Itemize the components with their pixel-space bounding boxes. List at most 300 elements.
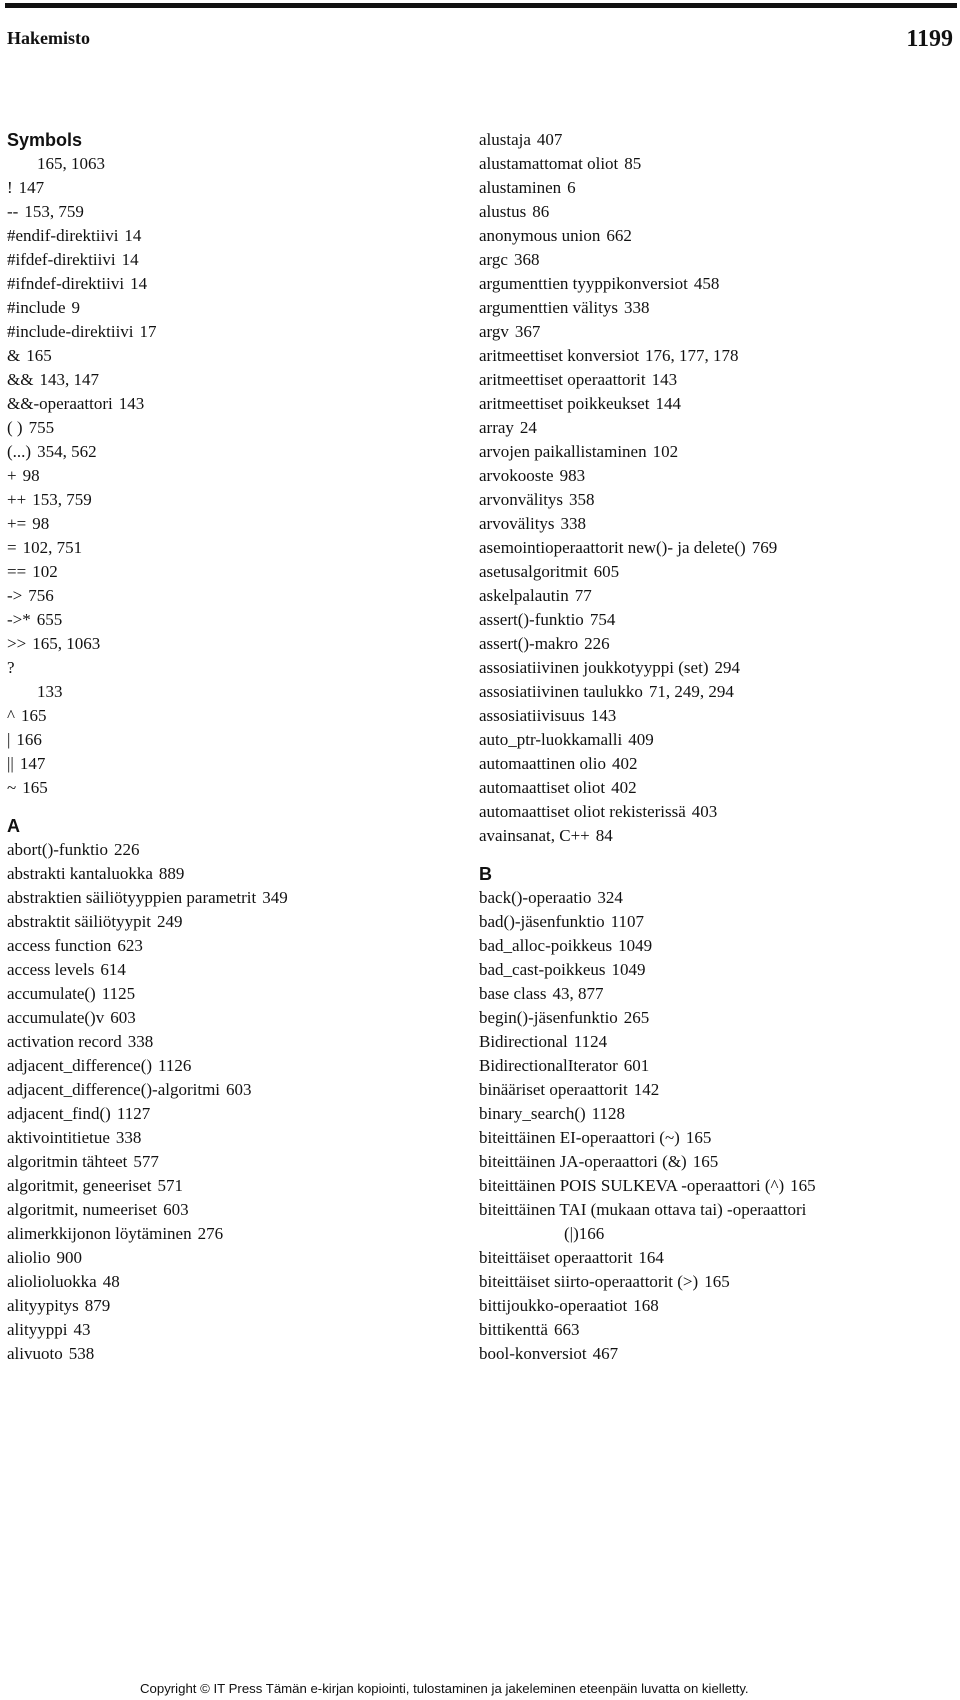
index-entry — [7, 1054, 447, 1078]
index-term: binary_search() — [479, 1104, 586, 1123]
index-term: ++ — [7, 490, 27, 509]
page-references: 879 — [84, 1296, 111, 1315]
index-entry — [7, 680, 447, 704]
page-references: 9 — [71, 298, 81, 317]
index-entry — [479, 344, 949, 368]
index-term: abstraktit säiliötyypit — [7, 912, 152, 931]
page-references: 165, 1063 — [32, 634, 101, 653]
index-term: & — [7, 346, 21, 365]
index-term: abstrakti kantaluokka — [7, 864, 153, 883]
index-term: accumulate() — [7, 984, 96, 1003]
page-references: 403 — [691, 802, 718, 821]
index-entry — [479, 886, 949, 910]
page-references: 102, 751 — [22, 538, 83, 557]
index-entry — [7, 704, 447, 728]
page-references: 338 — [623, 298, 650, 317]
index-term: aritmeettiset konversiot — [479, 346, 640, 365]
section-heading: Symbols — [7, 130, 83, 150]
index-term: >> — [7, 634, 27, 653]
page-references: 153, 759 — [32, 490, 92, 509]
page-references: 402 — [611, 778, 637, 797]
index-entry — [7, 1006, 447, 1030]
index-term: asemointioperaattorit new()- ja delete() — [479, 538, 746, 557]
index-term: avainsanat, C++ — [479, 826, 590, 845]
index-entry — [7, 272, 447, 296]
index-entry — [7, 1222, 447, 1246]
index-entry — [479, 608, 949, 632]
page-references: 71, 249, 294 — [648, 682, 734, 701]
index-entry — [7, 1342, 447, 1366]
index-term: base class — [479, 984, 547, 1003]
index-entry — [7, 1270, 447, 1294]
page-references: 623 — [117, 936, 143, 955]
page-references: 614 — [100, 960, 126, 979]
page-references: 655 — [36, 610, 63, 629]
index-term: begin()-jäsenfunktio — [479, 1008, 618, 1027]
page-references: 754 — [589, 610, 616, 629]
section-heading: B — [479, 864, 492, 884]
index-term: argc — [479, 250, 508, 269]
index-entry — [7, 862, 447, 886]
index-term: biteittäinen TAI (mukaan ottava tai) -operaattori — [479, 1200, 807, 1219]
page-references: 756 — [28, 586, 54, 605]
index-entry — [7, 934, 447, 958]
page-references: 102 — [32, 562, 58, 581]
index-term: adjacent_difference() — [7, 1056, 153, 1075]
index-entry — [7, 656, 447, 680]
index-entry — [479, 776, 949, 800]
page-references: 889 — [158, 864, 185, 883]
page-references: 226 — [584, 634, 610, 653]
index-term: bool-konversiot — [479, 1344, 587, 1363]
index-term: biteittäinen POIS SULKEVA -operaattori (^) — [479, 1176, 785, 1195]
index-entry — [479, 824, 949, 848]
page-references: 603 — [163, 1200, 189, 1219]
index-term: assosiatiivisuus — [479, 706, 585, 725]
index-term: && — [7, 370, 34, 389]
index-term: ! — [7, 178, 13, 197]
index-entry — [479, 152, 949, 176]
header-title: Hakemisto — [7, 28, 90, 48]
index-term: access levels — [7, 960, 95, 979]
page-references: 324 — [597, 888, 623, 907]
index-entry — [7, 584, 447, 608]
page-references: 368 — [513, 250, 540, 269]
index-term: biteittäiset operaattorit — [479, 1248, 633, 1267]
page-references: 354, 562 — [37, 442, 97, 461]
index-term: adjacent_find() — [7, 1104, 111, 1123]
page-references: 165 — [20, 706, 47, 725]
page-references: 6 — [567, 178, 576, 197]
index-entry — [479, 632, 949, 656]
page-references: 755 — [28, 418, 55, 437]
page-references: 176, 177, 178 — [645, 346, 739, 365]
index-entry — [479, 1198, 949, 1222]
index-term: aliolio — [7, 1248, 51, 1267]
index-entry — [7, 1126, 447, 1150]
page-references: 603 — [226, 1080, 252, 1099]
index-entry — [7, 176, 447, 200]
index-term: algoritmit, geneeriset — [7, 1176, 152, 1195]
index-entry — [7, 1078, 447, 1102]
page-references: 226 — [114, 840, 140, 859]
page-references: 165 — [692, 1152, 719, 1171]
page-references: 338 — [560, 514, 587, 533]
index-entry — [7, 344, 447, 368]
index-term: -- — [7, 202, 19, 221]
page-references: 402 — [612, 754, 638, 773]
index-term: algoritmin tähteet — [7, 1152, 128, 1171]
index-entry — [7, 440, 447, 464]
index-term: alityyppi — [7, 1320, 68, 1339]
index-entry — [479, 934, 949, 958]
index-entry — [479, 958, 949, 982]
page-references: 467 — [592, 1344, 619, 1363]
index-term: biteittäinen EI-operaattori (~) — [479, 1128, 680, 1147]
index-term: ->* — [7, 610, 31, 629]
index-entry — [7, 608, 447, 632]
page-references: 14 — [121, 250, 139, 269]
page-references: 538 — [68, 1344, 95, 1363]
index-term: alimerkkijonon löytäminen — [7, 1224, 192, 1243]
index-entry — [479, 512, 949, 536]
page-references: 1128 — [591, 1104, 626, 1123]
index-entry — [479, 536, 949, 560]
index-entry — [7, 776, 447, 800]
page-references: 983 — [559, 466, 586, 485]
page-references: 48 — [102, 1272, 120, 1291]
index-entry — [7, 296, 447, 320]
page-references: 165 — [704, 1272, 730, 1291]
page-references: 142 — [633, 1080, 660, 1099]
index-entry — [7, 512, 447, 536]
index-term: back()-operaatio — [479, 888, 592, 907]
index-entry — [479, 584, 949, 608]
index-entry — [479, 1150, 949, 1174]
page-references: 43, 877 — [552, 984, 604, 1003]
page-references: 98 — [32, 514, 50, 533]
index-term: alivuoto — [7, 1344, 63, 1363]
index-term: abort()-funktio — [7, 840, 109, 859]
index-entry — [479, 1030, 949, 1054]
index-entry — [479, 982, 949, 1006]
page-references: 143 — [590, 706, 617, 725]
page-references: 662 — [606, 226, 632, 245]
index-entry — [479, 200, 949, 224]
index-entry — [479, 1342, 949, 1366]
page-references: 407 — [536, 130, 563, 149]
index-term: ? — [7, 658, 15, 677]
index-term: aliolioluokka — [7, 1272, 97, 1291]
index-entry — [479, 728, 949, 752]
index-term: argv — [479, 322, 509, 341]
page-references: 349 — [262, 888, 288, 907]
index-entry — [479, 560, 949, 584]
page-references: 165 — [26, 346, 52, 365]
index-entry — [479, 1318, 949, 1342]
page-references: 165 — [685, 1128, 712, 1147]
index-term: aktivointitietue — [7, 1128, 110, 1147]
page-references: 265 — [623, 1008, 650, 1027]
index-term: askelpalautin — [479, 586, 569, 605]
page-references: 367 — [514, 322, 541, 341]
page-references: 84 — [595, 826, 613, 845]
index-entry — [479, 488, 949, 512]
index-term: accumulate()v — [7, 1008, 105, 1027]
index-term: Bidirectional — [479, 1032, 568, 1051]
index-entry — [479, 176, 949, 200]
index-entry — [479, 296, 949, 320]
index-term: assosiatiivinen taulukko — [479, 682, 643, 701]
index-term: alityypitys — [7, 1296, 79, 1315]
page-references: 601 — [623, 1056, 650, 1075]
index-term: bad_alloc-poikkeus — [479, 936, 613, 955]
index-term: bittikenttä — [479, 1320, 548, 1339]
section-heading: A — [7, 816, 20, 836]
index-entry — [479, 910, 949, 934]
index-entry — [7, 392, 447, 416]
index-entry — [7, 200, 447, 224]
index-term: alustus — [479, 202, 527, 221]
index-term: -> — [7, 586, 23, 605]
index-entry — [479, 416, 949, 440]
index-term: ^ — [7, 706, 15, 725]
page-references: 102 — [652, 442, 679, 461]
index-entry — [7, 416, 447, 440]
top-rule — [5, 3, 957, 8]
index-term: arvojen paikallistaminen — [479, 442, 647, 461]
index-term: activation record — [7, 1032, 122, 1051]
index-term: #ifndef-direktiivi — [7, 274, 125, 293]
index-entry — [479, 440, 949, 464]
page-references: 294 — [714, 658, 740, 677]
index-entry — [479, 1078, 949, 1102]
page-references: 769 — [751, 538, 778, 557]
page-references: 165 — [22, 778, 48, 797]
index-term: += — [7, 514, 27, 533]
index-entry — [7, 982, 447, 1006]
index-term: aritmeettiset operaattorit — [479, 370, 646, 389]
index-entry — [7, 1294, 447, 1318]
page-references: 168 — [633, 1296, 659, 1315]
index-entry — [7, 560, 447, 584]
index-entry — [7, 1174, 447, 1198]
index-term: #ifdef-direktiivi — [7, 250, 116, 269]
index-entry — [479, 1054, 949, 1078]
index-entry — [7, 886, 447, 910]
index-term: adjacent_difference()-algoritmi — [7, 1080, 221, 1099]
index-term: (|) — [564, 1224, 579, 1243]
index-entry — [7, 536, 447, 560]
index-term: arvokooste — [479, 466, 554, 485]
index-term: &&-operaattori — [7, 394, 113, 413]
index-term: #include-direktiivi — [7, 322, 134, 341]
page-references: 24 — [519, 418, 537, 437]
index-entry — [479, 464, 949, 488]
index-entry — [7, 1102, 447, 1126]
index-entry — [479, 1270, 949, 1294]
index-term: automaattinen olio — [479, 754, 606, 773]
index-entry — [7, 1030, 447, 1054]
index-entry — [479, 800, 949, 824]
index-entry — [479, 1102, 949, 1126]
index-entry — [7, 320, 447, 344]
index-term: array — [479, 418, 514, 437]
page-references: 77 — [574, 586, 592, 605]
index-entry — [479, 1246, 949, 1270]
page-references: 1125 — [101, 984, 136, 1003]
page-references: 603 — [110, 1008, 136, 1027]
index-entry — [479, 272, 949, 296]
index-term: binääriset operaattorit — [479, 1080, 628, 1099]
index-term: abstraktien säiliötyyppien parametrit — [7, 888, 257, 907]
index-entry — [479, 1294, 949, 1318]
page-references: 164 — [638, 1248, 664, 1267]
index-term: biteittäinen JA-operaattori (&) — [479, 1152, 687, 1171]
index-entry — [479, 320, 949, 344]
index-term: algoritmit, numeeriset — [7, 1200, 158, 1219]
index-entry — [479, 680, 949, 704]
page-number: 1199 — [906, 26, 953, 52]
index-entry — [479, 128, 949, 152]
index-term: anonymous union — [479, 226, 601, 245]
page-references: 165 — [790, 1176, 816, 1195]
index-term: assosiatiivinen joukkotyyppi (set) — [479, 658, 709, 677]
index-term: automaattiset oliot rekisterissä — [479, 802, 686, 821]
page-references: 338 — [127, 1032, 154, 1051]
page-references: 249 — [157, 912, 183, 931]
index-term: argumenttien tyyppikonversiot — [479, 274, 688, 293]
index-term: arvonvälitys — [479, 490, 564, 509]
index-entry — [7, 838, 447, 862]
index-entry — [479, 752, 949, 776]
index-entry — [7, 368, 447, 392]
page-references: 147 — [18, 178, 45, 197]
index-term: ( ) — [7, 418, 23, 437]
index-column-right — [479, 128, 949, 1366]
page-references: 1107 — [610, 912, 644, 931]
index-entry — [7, 152, 447, 176]
index-term: asetusalgoritmit — [479, 562, 588, 581]
page-references: 144 — [655, 394, 681, 413]
index-term: = — [7, 538, 17, 557]
index-term: assert()-funktio — [479, 610, 584, 629]
index-entry — [479, 1174, 949, 1198]
index-entry — [479, 368, 949, 392]
index-term: argumenttien välitys — [479, 298, 618, 317]
page-references: 17 — [139, 322, 157, 341]
page-references: 166 — [16, 730, 42, 749]
page-references: 143 — [651, 370, 678, 389]
index-term: alustaminen — [479, 178, 562, 197]
index-entry — [7, 248, 447, 272]
index-entry — [7, 1318, 447, 1342]
page-references: 85 — [624, 154, 642, 173]
index-term: #endif-direktiivi — [7, 226, 119, 245]
index-entry — [479, 1222, 949, 1246]
index-term: arvovälitys — [479, 514, 555, 533]
page-references: 165, 1063 — [37, 154, 105, 173]
index-term: alustaja — [479, 130, 531, 149]
index-entry — [7, 1198, 447, 1222]
page-references: 14 — [124, 226, 142, 245]
page-references: 605 — [593, 562, 620, 581]
page-references: 358 — [569, 490, 595, 509]
page-references: 133 — [37, 682, 63, 701]
index-entry — [479, 392, 949, 416]
page-references: 1124 — [573, 1032, 608, 1051]
index-entry — [7, 752, 447, 776]
page-references: 900 — [56, 1248, 82, 1267]
index-term: auto_ptr-luokkamalli — [479, 730, 623, 749]
index-term: == — [7, 562, 27, 581]
index-term: || — [7, 754, 14, 773]
page-references: 276 — [197, 1224, 224, 1243]
page-references: 86 — [532, 202, 550, 221]
index-entry — [7, 1246, 447, 1270]
copyright-footer: Copyright © IT Press Tämän e-kirjan kopiointi, tulostaminen ja jakeleminen eteenpäin luvatta on kielletty. — [140, 1681, 749, 1696]
page-header — [7, 28, 953, 60]
index-term: aritmeettiset poikkeukset — [479, 394, 650, 413]
index-entry — [7, 958, 447, 982]
index-entry — [7, 910, 447, 934]
index-entry — [479, 248, 949, 272]
page-references: 143 — [118, 394, 145, 413]
index-column-left — [7, 128, 447, 1366]
index-term: biteittäiset siirto-operaattorit (>) — [479, 1272, 699, 1291]
index-term: #include — [7, 298, 66, 317]
index-entry — [7, 1150, 447, 1174]
index-entry — [479, 704, 949, 728]
index-term: | — [7, 730, 11, 749]
page-references: 409 — [628, 730, 654, 749]
index-entry — [7, 728, 447, 752]
index-term: bad_cast-poikkeus — [479, 960, 606, 979]
page-references: 571 — [157, 1176, 183, 1195]
index-term: BidirectionalIterator — [479, 1056, 618, 1075]
index-entry — [7, 464, 447, 488]
index-term: bittijoukko-operaatiot — [479, 1296, 628, 1315]
index-entry — [479, 656, 949, 680]
page-references: 98 — [22, 466, 40, 485]
index-term: automaattiset oliot — [479, 778, 606, 797]
page-references: 143, 147 — [39, 370, 99, 389]
index-term: bad()-jäsenfunktio — [479, 912, 605, 931]
index-term: assert()-makro — [479, 634, 579, 653]
page-references: 1127 — [116, 1104, 151, 1123]
index-entry — [479, 1126, 949, 1150]
index-term: alustamattomat oliot — [479, 154, 619, 173]
index-entry — [479, 1006, 949, 1030]
index-entry — [7, 488, 447, 512]
index-entry — [7, 632, 447, 656]
page-references: 663 — [553, 1320, 580, 1339]
page-references: 1049 — [618, 936, 653, 955]
index-term: access function — [7, 936, 112, 955]
page-references: 166 — [578, 1224, 605, 1243]
page-references: 338 — [115, 1128, 142, 1147]
page-references: 153, 759 — [24, 202, 84, 221]
index-entry — [7, 224, 447, 248]
index-term: + — [7, 466, 17, 485]
index-term: (...) — [7, 442, 32, 461]
index-term: ~ — [7, 778, 17, 797]
page-references: 43 — [73, 1320, 91, 1339]
page-references: 1126 — [158, 1056, 192, 1075]
page-references: 577 — [133, 1152, 159, 1171]
page-references: 1049 — [611, 960, 646, 979]
index-entry — [479, 224, 949, 248]
